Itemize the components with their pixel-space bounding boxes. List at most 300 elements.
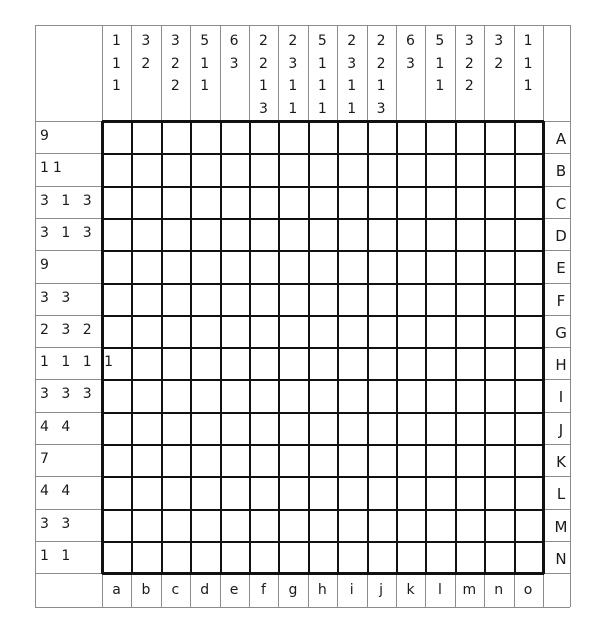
row-clue-divider <box>35 476 102 477</box>
grid-cell[interactable] <box>161 444 190 476</box>
grid-cell[interactable] <box>514 541 543 573</box>
grid-cell[interactable] <box>190 444 219 476</box>
column-clue-number: 1 <box>523 33 533 49</box>
grid-cell[interactable] <box>367 541 396 573</box>
grid-cell[interactable] <box>102 250 131 282</box>
grid-cell[interactable] <box>484 218 513 250</box>
grid-cell[interactable] <box>308 509 337 541</box>
grid-cell[interactable] <box>249 153 278 185</box>
grid-horizontal-line <box>102 153 544 155</box>
grid-cell[interactable] <box>190 186 219 218</box>
grid-cell[interactable] <box>220 283 249 315</box>
grid-cell[interactable] <box>161 509 190 541</box>
grid-cell[interactable] <box>278 250 307 282</box>
grid-cell[interactable] <box>367 444 396 476</box>
grid-cell[interactable] <box>161 218 190 250</box>
grid-cell[interactable] <box>455 121 484 153</box>
grid-cell[interactable] <box>220 444 249 476</box>
grid-cell[interactable] <box>102 153 131 185</box>
row-label-divider <box>543 186 570 187</box>
grid-cell[interactable] <box>425 509 454 541</box>
row-clue-divider <box>35 121 102 122</box>
column-clue-number: 2 <box>259 33 268 49</box>
grid-cell[interactable] <box>102 283 131 315</box>
grid-cell[interactable] <box>102 379 131 411</box>
grid-cell[interactable] <box>308 412 337 444</box>
grid-horizontal-line <box>102 379 544 381</box>
grid-cell[interactable] <box>337 412 366 444</box>
grid-cell[interactable] <box>190 509 219 541</box>
grid-cell[interactable] <box>131 250 160 282</box>
grid-cell[interactable] <box>278 347 307 379</box>
grid-cell[interactable] <box>308 250 337 282</box>
grid-cell[interactable] <box>190 283 219 315</box>
column-clue-number: 3 <box>464 33 474 49</box>
grid-cell[interactable] <box>396 347 425 379</box>
grid-cell[interactable] <box>514 412 543 444</box>
grid-cell[interactable] <box>220 541 249 573</box>
grid-cell[interactable] <box>455 444 484 476</box>
grid-cell[interactable] <box>249 379 278 411</box>
row-label: H <box>555 356 567 375</box>
column-label: e <box>229 582 239 599</box>
grid-cell[interactable] <box>337 476 366 508</box>
grid-cell[interactable] <box>102 218 131 250</box>
row-label-divider <box>543 315 570 316</box>
grid-horizontal-line <box>102 315 544 317</box>
grid-cell[interactable] <box>278 283 307 315</box>
row-clue-divider <box>35 444 102 445</box>
grid-cell[interactable] <box>278 121 307 153</box>
grid-cell[interactable] <box>190 250 219 282</box>
grid-cell[interactable] <box>367 412 396 444</box>
grid-cell[interactable] <box>367 379 396 411</box>
grid-cell[interactable] <box>425 121 454 153</box>
grid-cell[interactable] <box>102 509 131 541</box>
column-label: d <box>200 582 210 599</box>
grid-cell[interactable] <box>425 315 454 347</box>
grid-cell[interactable] <box>514 315 543 347</box>
grid-cell[interactable] <box>190 379 219 411</box>
grid-cell[interactable] <box>367 186 396 218</box>
grid-horizontal-line <box>102 509 544 511</box>
column-clue-number: 2 <box>170 55 180 72</box>
row-clue-divider <box>35 315 102 316</box>
grid-cell[interactable] <box>278 153 307 185</box>
grid-cell[interactable] <box>102 476 131 508</box>
grid-cell[interactable] <box>308 186 337 218</box>
grid-cell[interactable] <box>278 186 307 218</box>
grid-cell[interactable] <box>455 218 484 250</box>
grid-cell[interactable] <box>220 509 249 541</box>
grid-cell[interactable] <box>396 153 425 185</box>
grid-cell[interactable] <box>484 186 513 218</box>
row-label: A <box>555 130 567 148</box>
grid-horizontal-line <box>102 250 544 252</box>
grid-cell[interactable] <box>337 283 366 315</box>
row-label-divider <box>543 509 570 510</box>
grid-cell[interactable] <box>367 283 396 315</box>
grid-cell[interactable] <box>190 412 219 444</box>
grid-cell[interactable] <box>308 153 337 185</box>
grid-cell[interactable] <box>131 347 160 379</box>
grid-cell[interactable] <box>249 250 278 282</box>
grid-cell[interactable] <box>484 250 513 282</box>
column-clue-number: 1 <box>347 100 357 117</box>
row-clue: 3 1 3 <box>40 192 96 209</box>
grid-cell[interactable] <box>308 218 337 250</box>
grid-cell[interactable] <box>484 153 513 185</box>
column-clue-number: 3 <box>347 55 357 72</box>
column-label: b <box>141 582 151 599</box>
grid-cell[interactable] <box>425 379 454 411</box>
column-clue-number: 1 <box>523 55 533 72</box>
grid-cell[interactable] <box>455 476 484 508</box>
column-label: c <box>171 582 180 599</box>
grid-cell[interactable] <box>425 283 454 315</box>
grid-cell[interactable] <box>308 121 337 153</box>
grid-cell[interactable] <box>308 283 337 315</box>
grid-cell[interactable] <box>220 379 249 411</box>
grid-cell[interactable] <box>131 121 160 153</box>
grid-cell[interactable] <box>220 121 249 153</box>
grid-cell[interactable] <box>161 379 190 411</box>
grid-cell[interactable] <box>514 347 543 379</box>
column-clue-divider <box>543 25 544 121</box>
grid-cell[interactable] <box>249 509 278 541</box>
row-label: J <box>558 420 564 439</box>
grid-cell[interactable] <box>308 347 337 379</box>
grid-cell[interactable] <box>278 315 307 347</box>
grid-cell[interactable] <box>425 476 454 508</box>
row-label: B <box>555 162 567 181</box>
row-label-divider <box>543 121 570 122</box>
grid-cell[interactable] <box>484 541 513 573</box>
grid-cell[interactable] <box>455 412 484 444</box>
grid-cell[interactable] <box>396 283 425 315</box>
grid-cell[interactable] <box>190 153 219 185</box>
grid-cell[interactable] <box>190 347 219 379</box>
grid-cell[interactable] <box>484 444 513 476</box>
grid-cell[interactable] <box>455 509 484 541</box>
grid-cell[interactable] <box>131 444 160 476</box>
grid-cell[interactable] <box>514 444 543 476</box>
grid-cell[interactable] <box>396 476 425 508</box>
grid-cell[interactable] <box>337 379 366 411</box>
grid-cell[interactable] <box>396 379 425 411</box>
grid-cell[interactable] <box>367 476 396 508</box>
column-clue-number: 1 <box>112 33 121 49</box>
row-label: D <box>555 226 567 245</box>
grid-cell[interactable] <box>367 250 396 282</box>
grid-cell[interactable] <box>396 509 425 541</box>
column-label: o <box>523 582 533 599</box>
grid-cell[interactable] <box>131 412 160 444</box>
grid-cell[interactable] <box>102 412 131 444</box>
grid-cell[interactable] <box>337 250 366 282</box>
row-clue-divider <box>35 541 102 542</box>
grid-cell[interactable] <box>396 541 425 573</box>
grid-cell[interactable] <box>514 509 543 541</box>
grid-cell[interactable] <box>514 121 543 153</box>
grid-cell[interactable] <box>308 379 337 411</box>
row-label-divider <box>543 347 570 348</box>
grid-cell[interactable] <box>249 476 278 508</box>
grid-cell[interactable] <box>278 412 307 444</box>
grid-cell[interactable] <box>425 412 454 444</box>
grid-cell[interactable] <box>514 379 543 411</box>
column-clue-number: 5 <box>317 33 327 49</box>
row-label: C <box>555 194 567 213</box>
grid-cell[interactable] <box>131 283 160 315</box>
grid-cell[interactable] <box>220 186 249 218</box>
grid-cell[interactable] <box>220 250 249 282</box>
grid-cell[interactable] <box>131 153 160 185</box>
grid-cell[interactable] <box>367 509 396 541</box>
grid-cell[interactable] <box>161 541 190 573</box>
grid-cell[interactable] <box>278 218 307 250</box>
grid-cell[interactable] <box>337 186 366 218</box>
row-label: L <box>556 485 566 504</box>
grid-horizontal-line <box>102 476 544 478</box>
grid-cell[interactable] <box>455 283 484 315</box>
grid-cell[interactable] <box>425 250 454 282</box>
row-clue: 7 <box>40 451 53 467</box>
grid-cell[interactable] <box>484 283 513 315</box>
column-clue-number: 1 <box>317 78 327 94</box>
column-label: l <box>437 582 442 599</box>
column-label: f <box>261 582 266 599</box>
column-clue-number: 3 <box>376 100 386 117</box>
grid-cell[interactable] <box>190 315 219 347</box>
grid-cell[interactable] <box>249 347 278 379</box>
grid-cell[interactable] <box>220 218 249 250</box>
grid-cell[interactable] <box>131 476 160 508</box>
grid-cell[interactable] <box>455 250 484 282</box>
row-label-divider <box>543 412 570 413</box>
grid-cell[interactable] <box>308 476 337 508</box>
grid-horizontal-line <box>102 283 544 285</box>
grid-cell[interactable] <box>161 347 190 379</box>
row-clue: 3 3 3 <box>40 386 96 403</box>
column-clue-number: 3 <box>170 33 180 49</box>
grid-cell[interactable] <box>220 412 249 444</box>
grid-cell[interactable] <box>161 121 190 153</box>
column-clue-number: 6 <box>229 33 239 49</box>
row-clue-divider <box>35 509 102 510</box>
grid-cell[interactable] <box>337 444 366 476</box>
row-label-divider <box>543 153 570 154</box>
row-clue-divider <box>35 412 102 413</box>
grid-horizontal-line <box>102 347 544 349</box>
grid-cell[interactable] <box>455 541 484 573</box>
column-clue-number: 3 <box>141 33 151 49</box>
grid-cell[interactable] <box>190 476 219 508</box>
column-clue-number: 1 <box>200 55 210 72</box>
column-label-divider <box>543 573 544 607</box>
grid-cell[interactable] <box>484 509 513 541</box>
row-label-divider <box>543 573 570 574</box>
grid-cell[interactable] <box>484 379 513 411</box>
grid-cell[interactable] <box>455 347 484 379</box>
column-label: n <box>494 582 504 599</box>
grid-cell[interactable] <box>425 444 454 476</box>
grid-cell[interactable] <box>514 250 543 282</box>
grid-cell[interactable] <box>249 218 278 250</box>
grid-cell[interactable] <box>131 218 160 250</box>
row-clue-divider <box>35 573 102 574</box>
grid-cell[interactable] <box>102 186 131 218</box>
grid-cell[interactable] <box>367 153 396 185</box>
grid-cell[interactable] <box>161 250 190 282</box>
grid-horizontal-line <box>102 218 544 220</box>
grid-cell[interactable] <box>278 541 307 573</box>
grid-cell[interactable] <box>425 541 454 573</box>
grid-cell[interactable] <box>396 250 425 282</box>
grid-cell[interactable] <box>337 218 366 250</box>
grid-cell[interactable] <box>484 347 513 379</box>
grid-horizontal-line <box>102 572 544 575</box>
grid-cell[interactable] <box>514 186 543 218</box>
grid-cell[interactable] <box>367 121 396 153</box>
row-label: G <box>555 323 567 342</box>
grid-cell[interactable] <box>249 541 278 573</box>
grid-cell[interactable] <box>131 186 160 218</box>
row-label-divider <box>543 250 570 251</box>
grid-cell[interactable] <box>131 541 160 573</box>
column-clue-number: 1 <box>347 78 357 94</box>
grid-cell[interactable] <box>278 379 307 411</box>
grid-cell[interactable] <box>514 153 543 185</box>
grid-cell[interactable] <box>455 153 484 185</box>
grid-cell[interactable] <box>514 218 543 250</box>
row-label-divider <box>543 444 570 445</box>
row-clue: 3 3 <box>40 515 75 532</box>
grid-cell[interactable] <box>514 476 543 508</box>
grid-cell[interactable] <box>102 315 131 347</box>
grid-cell[interactable] <box>425 186 454 218</box>
grid-cell[interactable] <box>337 347 366 379</box>
grid-cell[interactable] <box>396 186 425 218</box>
grid-cell[interactable] <box>220 315 249 347</box>
grid-horizontal-line <box>102 186 544 188</box>
grid-cell[interactable] <box>249 186 278 218</box>
grid-cell[interactable] <box>249 315 278 347</box>
row-label-divider <box>543 218 570 219</box>
grid-cell[interactable] <box>190 218 219 250</box>
grid-cell[interactable] <box>455 315 484 347</box>
row-clue-divider <box>35 347 102 348</box>
grid-cell[interactable] <box>131 509 160 541</box>
grid-cell[interactable] <box>425 218 454 250</box>
row-clue: 9 <box>40 128 53 144</box>
grid-cell[interactable] <box>367 315 396 347</box>
column-clue-number: 2 <box>464 78 474 94</box>
grid-cell[interactable] <box>131 379 160 411</box>
grid-cell[interactable] <box>367 218 396 250</box>
column-clue-number: 3 <box>494 33 504 49</box>
column-clue-number: 1 <box>435 78 445 94</box>
grid-cell[interactable] <box>337 541 366 573</box>
column-label: a <box>112 582 121 599</box>
grid-cell[interactable] <box>337 153 366 185</box>
grid-cell[interactable] <box>249 283 278 315</box>
grid-cell[interactable] <box>249 444 278 476</box>
grid-cell[interactable] <box>455 186 484 218</box>
grid-cell[interactable] <box>367 347 396 379</box>
grid-horizontal-line <box>102 444 544 446</box>
grid-cell[interactable] <box>396 315 425 347</box>
grid-cell[interactable] <box>396 444 425 476</box>
grid-cell[interactable] <box>484 476 513 508</box>
grid-cell[interactable] <box>514 283 543 315</box>
grid-cell[interactable] <box>161 412 190 444</box>
grid-cell[interactable] <box>484 315 513 347</box>
row-label-divider <box>543 476 570 477</box>
row-label: I <box>558 388 564 407</box>
grid-cell[interactable] <box>396 218 425 250</box>
grid-cell[interactable] <box>249 412 278 444</box>
row-clue: 2 3 2 <box>40 321 96 338</box>
grid-cell[interactable] <box>396 412 425 444</box>
grid-cell[interactable] <box>337 315 366 347</box>
grid-cell[interactable] <box>396 121 425 153</box>
grid-cell[interactable] <box>220 476 249 508</box>
column-clue-number: 2 <box>376 55 386 72</box>
grid-cell[interactable] <box>249 121 278 153</box>
grid-cell[interactable] <box>161 153 190 185</box>
row-clue-divider <box>35 283 102 284</box>
grid-cell[interactable] <box>161 315 190 347</box>
grid-cell[interactable] <box>190 121 219 153</box>
column-clue-number: 1 <box>317 100 327 117</box>
column-clue-number: 3 <box>229 55 239 72</box>
row-clue: 4 4 <box>40 483 75 500</box>
grid-cell[interactable] <box>425 153 454 185</box>
grid-cell[interactable] <box>484 121 513 153</box>
grid-cell[interactable] <box>220 347 249 379</box>
grid-cell[interactable] <box>161 476 190 508</box>
grid-cell[interactable] <box>220 153 249 185</box>
column-clue-number: 2 <box>170 78 180 94</box>
grid-cell[interactable] <box>190 541 219 573</box>
grid-cell[interactable] <box>278 444 307 476</box>
column-clue-number: 1 <box>259 78 268 94</box>
grid-cell[interactable] <box>278 476 307 508</box>
row-clue: 9 <box>40 257 53 274</box>
grid-cell[interactable] <box>131 315 160 347</box>
grid-cell[interactable] <box>308 444 337 476</box>
grid-horizontal-line <box>102 412 544 414</box>
grid-cell[interactable] <box>102 541 131 573</box>
grid-cell[interactable] <box>308 315 337 347</box>
grid-cell[interactable] <box>102 444 131 476</box>
grid-cell[interactable] <box>455 379 484 411</box>
grid-cell[interactable] <box>484 412 513 444</box>
grid-cell[interactable] <box>278 509 307 541</box>
grid-cell[interactable] <box>337 121 366 153</box>
grid-cell[interactable] <box>425 347 454 379</box>
column-label: i <box>349 582 354 599</box>
column-clue-number: 3 <box>406 55 415 72</box>
column-label: j <box>379 582 384 599</box>
row-clue-divider <box>35 379 102 380</box>
grid-cell[interactable] <box>308 541 337 573</box>
grid-cell[interactable] <box>161 283 190 315</box>
grid-cell[interactable] <box>161 186 190 218</box>
grid-cell[interactable] <box>337 509 366 541</box>
grid-cell[interactable] <box>102 121 131 153</box>
